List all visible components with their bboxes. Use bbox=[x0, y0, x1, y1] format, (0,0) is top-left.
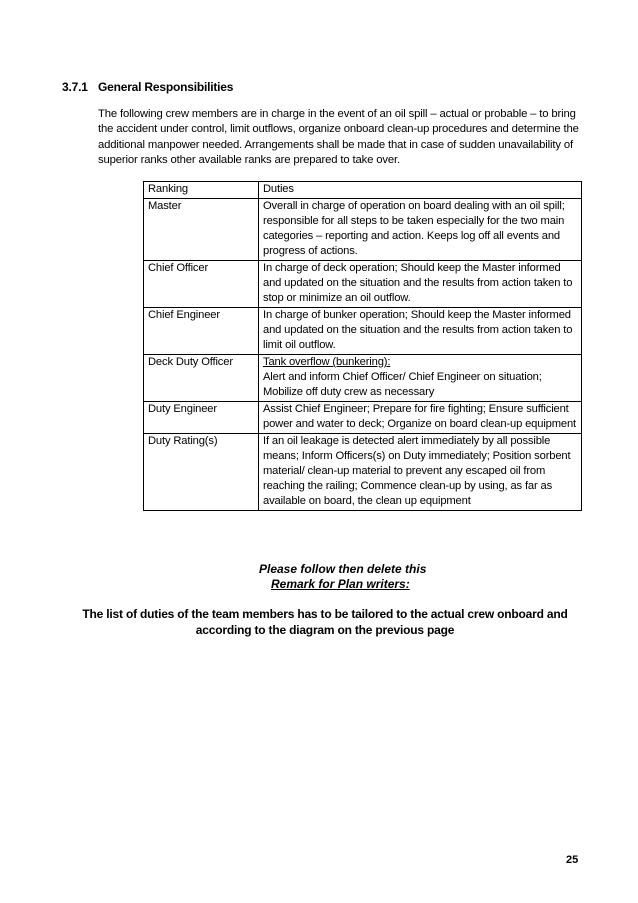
closing-note: The list of duties of the team members has to be tailored to the actual crew onboard and according to the diagram on the previous page bbox=[82, 607, 568, 637]
rank-cell: Master bbox=[144, 199, 259, 261]
duties-cell: Overall in charge of operation on board dealing with an oil spill; responsible for all steps to be taken especially for the two main categories – reporting and action. Keeps log off all events and progress of actions. bbox=[259, 199, 582, 261]
table-row bbox=[144, 402, 582, 434]
table-row bbox=[144, 308, 582, 355]
header-duties: Duties bbox=[259, 182, 582, 199]
remark-line-1: Please follow then delete this bbox=[259, 562, 427, 576]
section-number: 3.7.1 bbox=[62, 80, 88, 94]
tank-overflow-subheading: Tank overflow (bunkering): bbox=[263, 356, 391, 368]
intro-paragraph: The following crew members are in charge in the event of an oil spill – actual or probable – to bring the accident under control, limit outflows, organize onboard clean-up procedures and determine the additional manpower needed. Arrangements shall be made that in case of sudden unavailability of superior ranks other available ranks are prepared to take over. bbox=[98, 108, 579, 166]
rank-cell: Duty Rating(s) bbox=[144, 434, 259, 511]
remark-line-2: Remark for Plan writers: bbox=[271, 577, 410, 591]
duties-cell: Assist Chief Engineer; Prepare for fire fighting; Ensure sufficient power and water to deck; Organize on board clean-up equipment bbox=[259, 402, 582, 434]
table-row bbox=[144, 261, 582, 308]
page-number: 25 bbox=[566, 854, 579, 866]
duties-cell bbox=[259, 355, 582, 402]
table-row bbox=[144, 355, 582, 402]
duties-table bbox=[143, 181, 582, 511]
rank-cell: Deck Duty Officer bbox=[144, 355, 259, 402]
duties-cell: In charge of bunker operation; Should keep the Master informed and updated on the situation and the results from action taken to limit oil outflow. bbox=[259, 308, 582, 355]
table-row bbox=[144, 434, 582, 511]
duties-cell: If an oil leakage is detected alert immediately by all possible means; Inform Officers(s) on Duty immediately; Position sorbent material/ clean-up material to prevent any escaped oil from reaching the railing; Commence clean-up by using, as far as available on board, the clean up equipment bbox=[259, 434, 582, 511]
duties-cell: In charge of deck operation; Should keep the Master informed and updated on the situation and the results from action taken to stop or minimize an oil outflow. bbox=[259, 261, 582, 308]
rank-cell: Chief Officer bbox=[144, 261, 259, 308]
rank-cell: Chief Engineer bbox=[144, 308, 259, 355]
header-ranking: Ranking bbox=[144, 182, 259, 199]
duties-text: Alert and inform Chief Officer/ Chief Engineer on situation; Mobilize off duty crew as necessary bbox=[263, 371, 542, 398]
section-heading bbox=[62, 80, 233, 94]
table-header-row bbox=[144, 182, 582, 199]
rank-cell: Duty Engineer bbox=[144, 402, 259, 434]
table-row bbox=[144, 199, 582, 261]
section-title: General Responsibilities bbox=[98, 80, 234, 94]
